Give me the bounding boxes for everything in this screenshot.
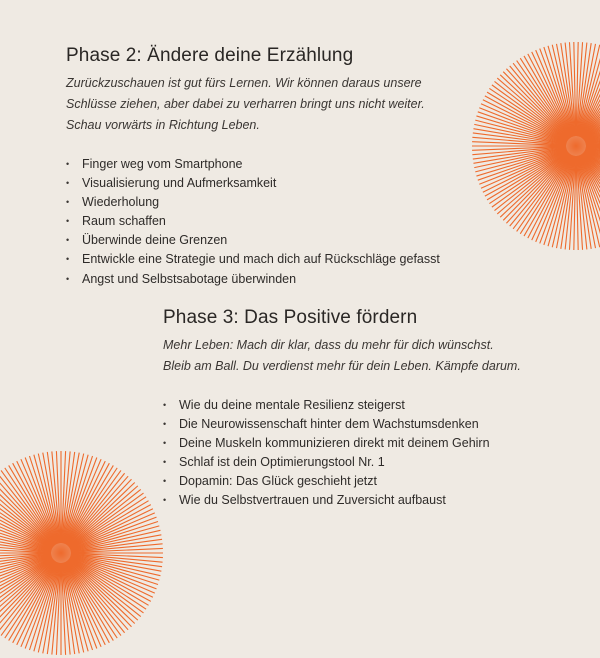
- phase-2-list: [66, 155, 486, 289]
- phase-3-section: [163, 307, 563, 511]
- intro-line: Bleib am Ball. Du verdienst mehr für dein Leben. Kämpfe darum.: [163, 359, 521, 373]
- list-item: • Wie du Selbstvertrauen und Zuversicht aufbaust: [163, 491, 563, 510]
- intro-line: Mehr Leben: Mach dir klar, dass du mehr für dich wünschst.: [163, 338, 494, 352]
- phase-2-intro: [66, 73, 486, 136]
- phase-3-list: [163, 396, 563, 511]
- list-item: • Raum schaffen: [66, 212, 486, 231]
- list-item: • Visualisierung und Aufmerksamkeit: [66, 174, 486, 193]
- phase-3-title: Phase 3: Das Positive fördern: [163, 307, 418, 328]
- intro-line: Zurückzuschauen ist gut fürs Lernen. Wir können daraus unsere: [66, 76, 422, 90]
- list-item: • Überwinde deine Grenzen: [66, 231, 486, 250]
- phase-2-title: Phase 2: Ändere deine Erzählung: [66, 45, 354, 66]
- list-item: • Dopamin: Das Glück geschieht jetzt: [163, 472, 563, 491]
- phase-2-section: [66, 45, 486, 289]
- list-item: • Die Neurowissenschaft hinter dem Wachstumsdenken: [163, 415, 563, 434]
- list-item: • Angst und Selbstsabotage überwinden: [66, 270, 486, 289]
- phase-3-intro: [163, 335, 563, 377]
- intro-line: Schau vorwärts in Richtung Leben.: [66, 118, 260, 132]
- list-item: • Deine Muskeln kommunizieren direkt mit deinem Gehirn: [163, 434, 563, 453]
- list-item: • Finger weg vom Smartphone: [66, 155, 486, 174]
- list-item: • Wie du deine mentale Resilienz steigerst: [163, 396, 563, 415]
- sunburst-core: [18, 510, 104, 596]
- list-item: • Entwickle eine Strategie und mach dich auf Rückschläge gefasst: [66, 250, 486, 269]
- list-item: • Wiederholung: [66, 193, 486, 212]
- sunburst-decoration-right: [470, 40, 600, 252]
- intro-line: Schlüsse ziehen, aber dabei zu verharren bringt uns nicht weiter.: [66, 97, 425, 111]
- list-item: • Schlaf ist dein Optimierungstool Nr. 1: [163, 453, 563, 472]
- sunburst-core: [532, 102, 600, 189]
- sunburst-decoration-bottom-left: [0, 448, 166, 658]
